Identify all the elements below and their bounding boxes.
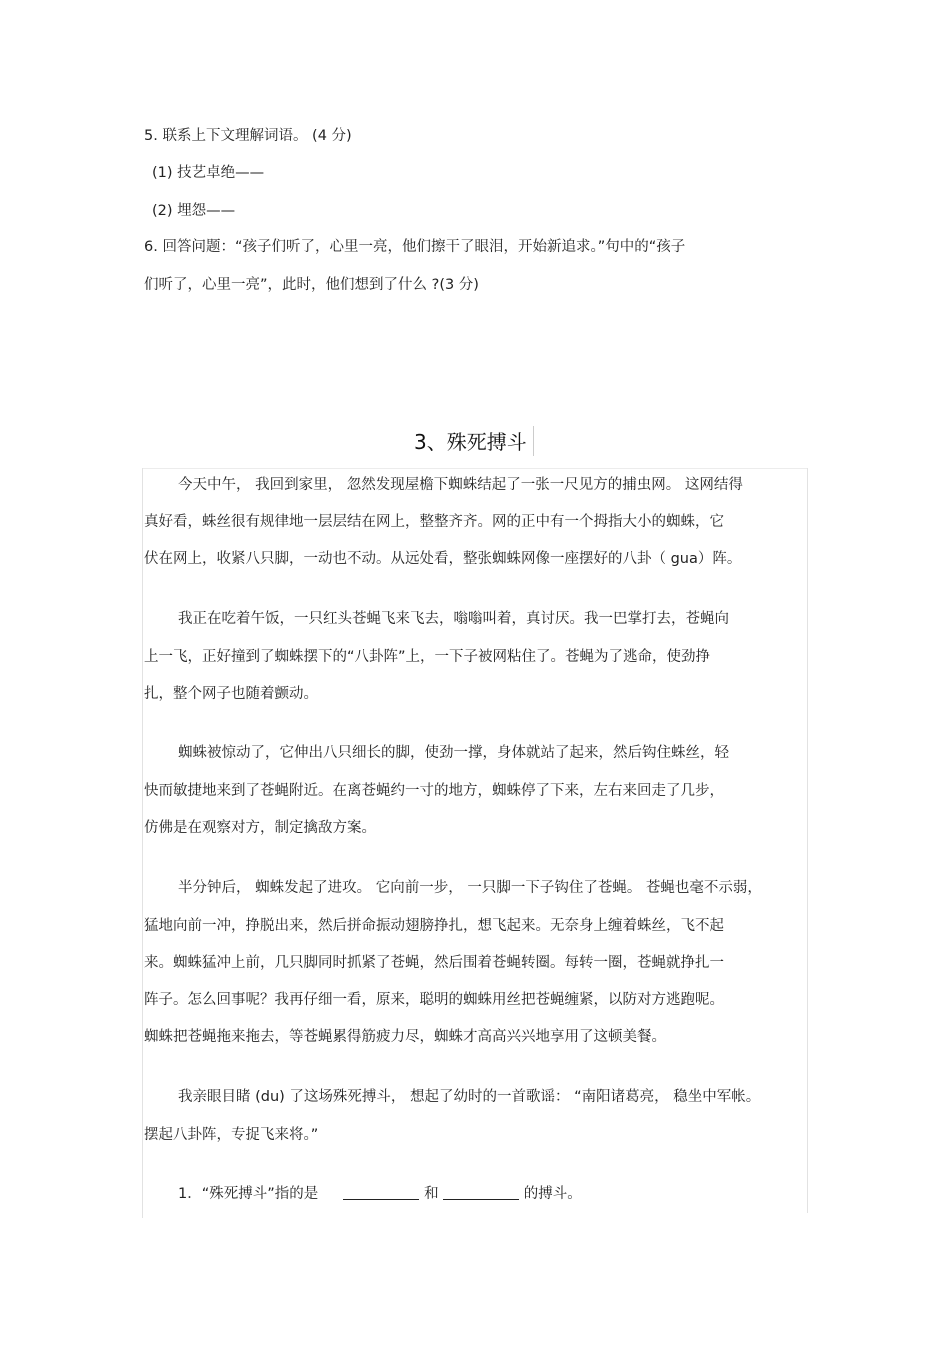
- paragraph-5-line-2: 摆起八卦阵，专捉飞来将。”: [144, 1127, 319, 1143]
- paragraph-2-line-1: 我正在吃着午饭，一只红头苍蝇飞来飞去，嗡嗡叫着，真讨厌。我一巴掌打去，苍蝇向: [178, 611, 729, 627]
- article-title: 3、殊死搏斗: [414, 430, 527, 454]
- question-1: [178, 1184, 582, 1204]
- answer-blank-2[interactable]: [443, 1185, 519, 1200]
- paragraph-4-line-1: 半分钟后， 蜘蛛发起了进攻。 它向前一步， 一只脚一下子钩住了苍蝇。 苍蝇也毫不示弱，: [178, 880, 762, 896]
- question-5-item-2: (2) 埋怨——: [152, 203, 236, 219]
- answer-blank-1[interactable]: [343, 1185, 419, 1200]
- paragraph-3-line-3: 仿佛是在观察对方，制定擒敌方案。: [144, 820, 376, 836]
- paragraph-4-line-4: 阵子。怎么回事呢？我再仔细一看，原来，聪明的蜘蛛用丝把苍蝇缠紧，以防对方逃跑呢。: [144, 992, 724, 1008]
- paragraph-4-line-3: 来。蜘蛛猛冲上前，几只脚同时抓紧了苍蝇，然后围着苍蝇转圈。每转一圈，苍蝇就挣扎一: [144, 955, 724, 971]
- article-box-right-border: [807, 468, 808, 1213]
- question-6-line-1: 6. 回答问题：“孩子们听了，心里一亮，他们擦干了眼泪，开始新追求。”句中的“孩子: [144, 239, 686, 255]
- question-6-line-2: 们听了，心里一亮”，此时，他们想到了什么 ?(3 分): [144, 277, 479, 293]
- paragraph-1-line-1: 今天中午， 我回到家里， 忽然发现屋檐下蜘蛛结起了一张一尺见方的捕虫网。 这网结得: [178, 477, 743, 493]
- paragraph-3-line-1: 蜘蛛被惊动了，它伸出八只细长的脚，使劲一撑，身体就站了起来，然后钩住蛛丝，轻: [178, 745, 729, 761]
- article-box-left-border: [142, 468, 143, 1218]
- question-5-item-1: (1) 技艺卓绝——: [152, 165, 265, 181]
- question-5: 5. 联系上下文理解词语。 (4 分): [144, 128, 352, 144]
- title-cursor-bar: [533, 426, 534, 456]
- question-1-suffix: 的搏斗。: [523, 1186, 582, 1202]
- article-box-top-border: [142, 468, 808, 469]
- paragraph-2-line-3: 扎，整个网子也随着颤动。: [144, 686, 318, 702]
- paragraph-4-line-2: 猛地向前一冲，挣脱出来，然后拼命振动翅膀挣扎，想飞起来。无奈身上缠着蛛丝，飞不起: [144, 918, 724, 934]
- paragraph-2-line-2: 上一飞，正好撞到了蜘蛛摆下的“八卦阵”上，一下子被网粘住了。苍蝇为了逃命，使劲挣: [144, 649, 711, 665]
- paragraph-1-line-2: 真好看，蛛丝很有规律地一层层结在网上，整整齐齐。网的正中有一个拇指大小的蜘蛛，它: [144, 514, 724, 530]
- question-1-middle: 和: [424, 1186, 439, 1202]
- question-1-prefix: 1．“殊死搏斗”指的是: [178, 1186, 319, 1202]
- paragraph-5-line-1: 我亲眼目睹 (du) 了这场殊死搏斗， 想起了幼时的一首歌谣： “南阳诸葛亮， 稳坐中军帐。: [178, 1089, 761, 1105]
- paragraph-1-line-3: 伏在网上，收紧八只脚，一动也不动。从远处看，整张蜘蛛网像一座摆好的八卦（ gua）阵。: [144, 551, 742, 567]
- paragraph-4-line-5: 蜘蛛把苍蝇拖来拖去，等苍蝇累得筋疲力尽，蜘蛛才高高兴兴地享用了这顿美餐。: [144, 1029, 666, 1045]
- paragraph-3-line-2: 快而敏捷地来到了苍蝇附近。在离苍蝇约一寸的地方，蜘蛛停了下来，左右来回走了几步，: [144, 783, 724, 799]
